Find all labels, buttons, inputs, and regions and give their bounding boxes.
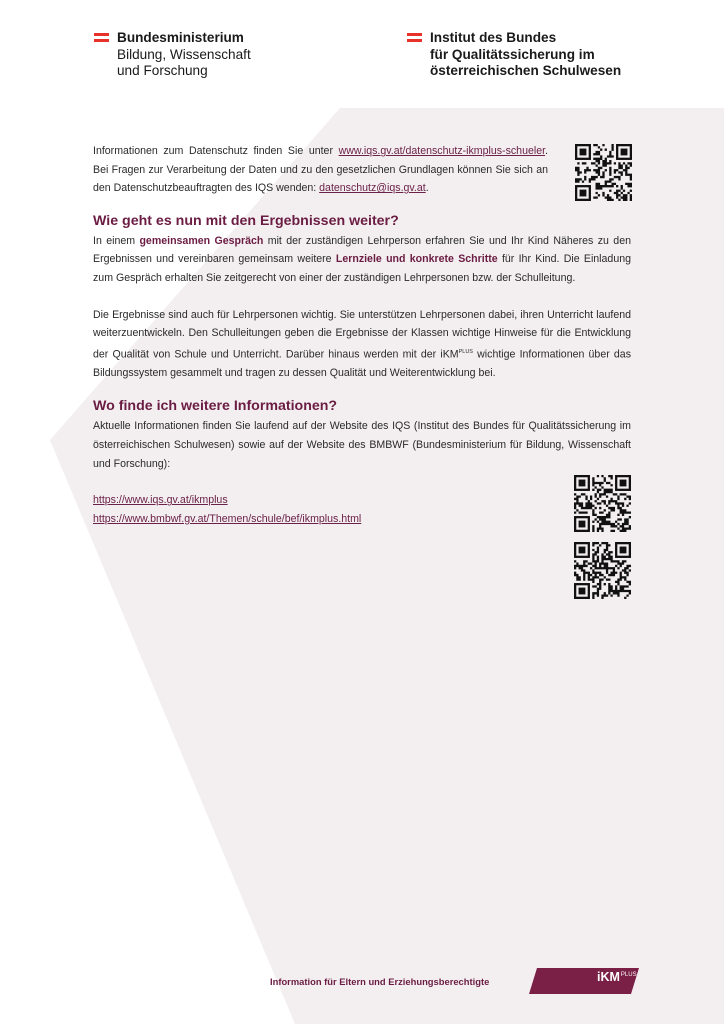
results-paragraph-2 xyxy=(93,306,631,383)
main-content xyxy=(93,142,631,528)
ikm-plus-superscript: PLUS xyxy=(458,348,473,355)
qr-code-bmbwf-icon[interactable] xyxy=(574,542,631,599)
iqs-logo xyxy=(407,30,621,80)
bmbwf-link-line xyxy=(93,510,631,529)
bmbwf-logo-line1: Bundesministerium xyxy=(117,30,244,45)
results-p1-emphasis-1: gemeinsamen Gespräch xyxy=(139,234,264,247)
info-paragraph: Aktuelle Informationen finden Sie laufend auf der Website des IQS (Institut des Bundes für Qualitätssicherung im österreichischen Schulwesen) sowie auf der Website des BMBWF (Bundesministerium für Bildung, Wissenschaft und Forschung): xyxy=(93,420,631,470)
bmbwf-logo-line2: Bildung, Wissenschaft xyxy=(117,46,251,62)
results-heading: Wie geht es nun mit den Ergebnissen weiter? xyxy=(93,212,399,229)
bmbwf-ikmplus-link[interactable]: https://www.bmbwf.gv.at/Themen/schule/bef/ikmplus.html xyxy=(93,512,362,525)
privacy-text-start: Informationen zum Datenschutz finden Sie unter xyxy=(93,145,339,157)
privacy-text-middle: . Bei Fragen zur Verarbeitung der Daten und zu den gesetzlichen Grundlagen können Sie sich an den Datenschutzbeauftragten des IQS wenden: xyxy=(93,145,548,195)
results-paragraph-1 xyxy=(93,232,631,288)
iqs-link-line xyxy=(93,491,631,510)
results-p2-a: Die Ergebnisse sind auch für Lehrpersonen wichtig. Sie unterstützen Lehrpersonen dabei, ihren Unterricht laufend weiterzuentwickeln. Den Schulleitungen geben die Ergebnisse der Klassen wichtige Hinweise für die Entwicklung der Qualität von Schule und Unterricht. Darüber hinaus werden mit der iKM xyxy=(93,308,631,361)
footer-audience-text: Information für Eltern und Erziehungsberechtigte xyxy=(270,976,490,987)
iqs-logo-line2: für Qualitätssicherung im xyxy=(430,46,595,62)
bmbwf-logo-line3: und Forschung xyxy=(117,63,208,78)
results-p1-c: mit der zuständigen Lehrperson erfahren Sie und Ihr Kind Näheres zu den Ergebnissen und vereinbaren gemeinsam weitere xyxy=(93,234,631,266)
bmbwf-logo xyxy=(94,30,251,80)
ikmplus-badge-main: iKM xyxy=(597,970,620,984)
results-p1-emphasis-2: Lernziele und konkrete Schritte xyxy=(335,253,498,266)
iqs-logo-line1: Institut des Bundes xyxy=(430,30,557,45)
privacy-link[interactable]: www.iqs.gv.at/datenschutz-ikmplus-schueler xyxy=(338,145,546,157)
results-p1-a: In einem xyxy=(93,234,140,247)
privacy-text-end: . xyxy=(425,182,429,195)
privacy-email-link[interactable]: datenschutz@iqs.gv.at xyxy=(319,182,426,195)
privacy-paragraph xyxy=(93,142,548,198)
iqs-logo-line3: österreichischen Schulwesen xyxy=(430,63,622,78)
ikmplus-badge-label xyxy=(597,970,637,984)
ikmplus-badge-sup: PLUS xyxy=(620,971,637,978)
iqs-ikmplus-link[interactable]: https://www.iqs.gv.at/ikmplus xyxy=(93,494,228,507)
qr-code-iqs-icon[interactable] xyxy=(574,475,631,532)
austria-flag-icon xyxy=(94,33,109,43)
austria-flag-icon xyxy=(407,33,422,43)
results-p1-e: für Ihr Kind. Die Einladung zum Gespräch erhalten Sie zeitgerecht von einer der zuständigen Lehrpersonen bzw. der Schulleitung. xyxy=(93,253,631,284)
results-p2-b: wichtige Informationen über das Bildungssystem gesammelt und tragen zu dessen Qualität und Weiterentwicklung bei. xyxy=(93,348,631,379)
qr-code-datenschutz-icon[interactable] xyxy=(575,144,632,201)
info-heading: Wo finde ich weitere Informationen? xyxy=(93,398,338,415)
